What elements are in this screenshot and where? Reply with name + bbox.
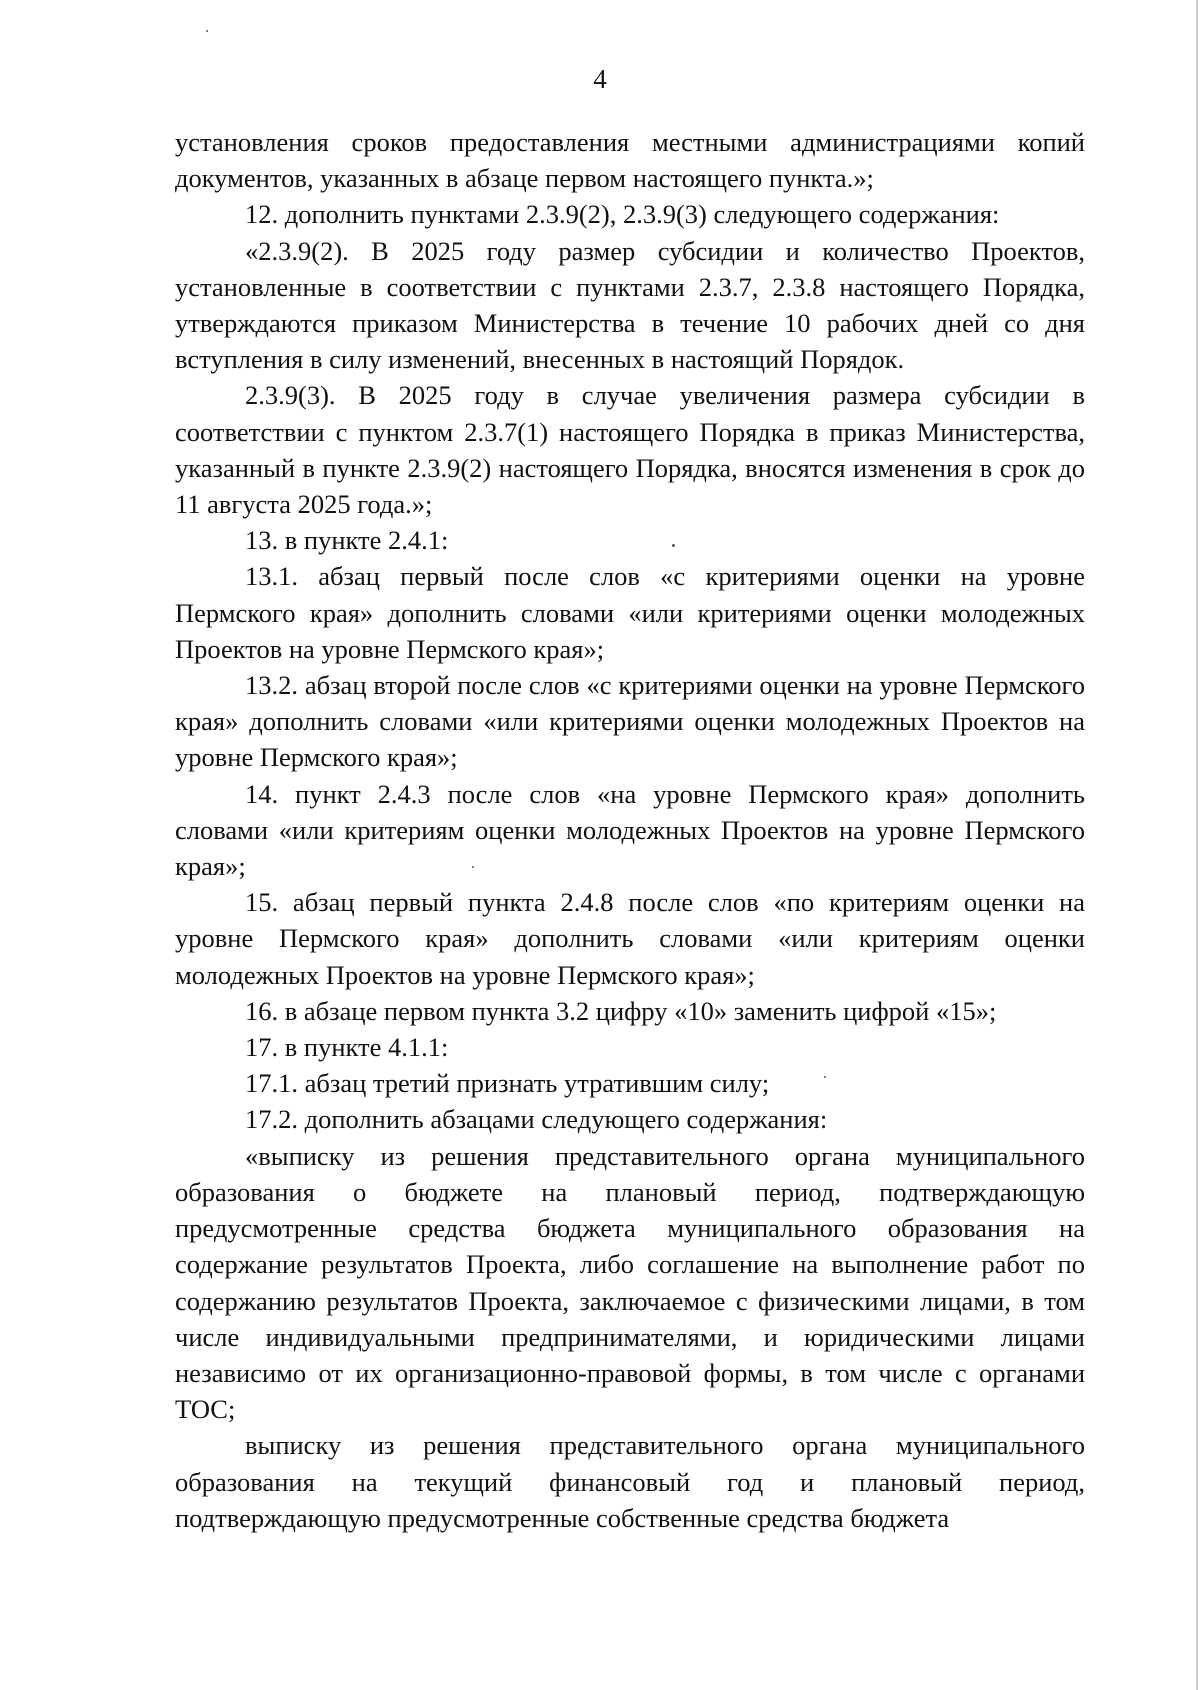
page-number: 4 [593, 64, 607, 94]
paragraph: 15. абзац первый пункта 2.4.8 после слов «по критериям оценки на уровне Пермского края» дополнить словами «или критериям оценки молодежных Проектов на уровне Пермского края»; [175, 887, 1085, 990]
paragraph: «выписку из решения представительного органа муниципального образования о бюджете на плановый период, подтверждающую предусмотренные средства бюджета муниципального образования на содержание результатов Проекта, либо соглашение на выполнение работ по содержанию результатов Проекта, заключаемое с физическими лицами, в том числе индивидуальными предпринимателями, и юридическими лицами независимо от их организационно-правовой формы, в том числе с органами ТОС; [175, 1140, 1085, 1425]
scan-speck [206, 30, 208, 32]
paragraph: 13.2. абзац второй после слов «с критериями оценки на уровне Пермского края» дополнить словами «или критериями оценки молодежных Проектов на уровне Пермского края»; [175, 670, 1085, 773]
paragraph: выписку из решения представительного органа муниципального образования на текущий финансовый год и плановый период, подтверждающую предусмотренные собственные средства бюджета [175, 1430, 1085, 1533]
paragraph: 17.2. дополнить абзацами следующего содержания: [245, 1104, 828, 1135]
paragraph: 12. дополнить пунктами 2.3.9(2), 2.3.9(3) следующего содержания: [245, 199, 1000, 230]
paragraph: 2.3.9(3). В 2025 году в случае увеличения размера субсидии в соответствии с пунктом 2.3.7(1) настоящего Порядка в приказ Министерства, указанный в пункте 2.3.9(2) настоящего Порядка, вносятся изменения в срок до 11 августа 2025 года.»; [175, 380, 1085, 520]
paragraph: 16. в абзаце первом пункта 3.2 цифру «10» заменить цифрой «15»; [245, 995, 997, 1026]
paragraph: 13. в пункте 2.4.1: [245, 525, 449, 556]
paragraph: 17. в пункте 4.1.1: [245, 1032, 449, 1063]
paragraph: 17.1. абзац третий признать утратившим силу; [245, 1068, 770, 1099]
paragraph: 14. пункт 2.4.3 после слов «на уровне Пермского края» дополнить словами «или критериям оценки молодежных Проектов на уровне Пермского края»; [175, 778, 1085, 882]
paragraph: «2.3.9(2). В 2025 году размер субсидии и количество Проектов, установленные в соответствии с пунктами 2.3.7, 2.3.8 настоящего Порядка, утверждаются приказом Министерства в течение 10 рабочих дней со дня вступления в силу изменений, внесенных в настоящий Порядок. [175, 235, 1085, 375]
paragraph: установления сроков предоставления местными администрациями копий документов, указанных в абзаце первом настоящего пункта.»; [175, 127, 1085, 194]
document-body [175, 124, 1085, 1536]
scan-edge [1196, 0, 1198, 1690]
paragraph: 13.1. абзац первый после слов «с критериями оценки на уровне Пермского края» дополнить словами «или критериями оценки молодежных Проектов на уровне Пермского края»; [175, 561, 1085, 664]
